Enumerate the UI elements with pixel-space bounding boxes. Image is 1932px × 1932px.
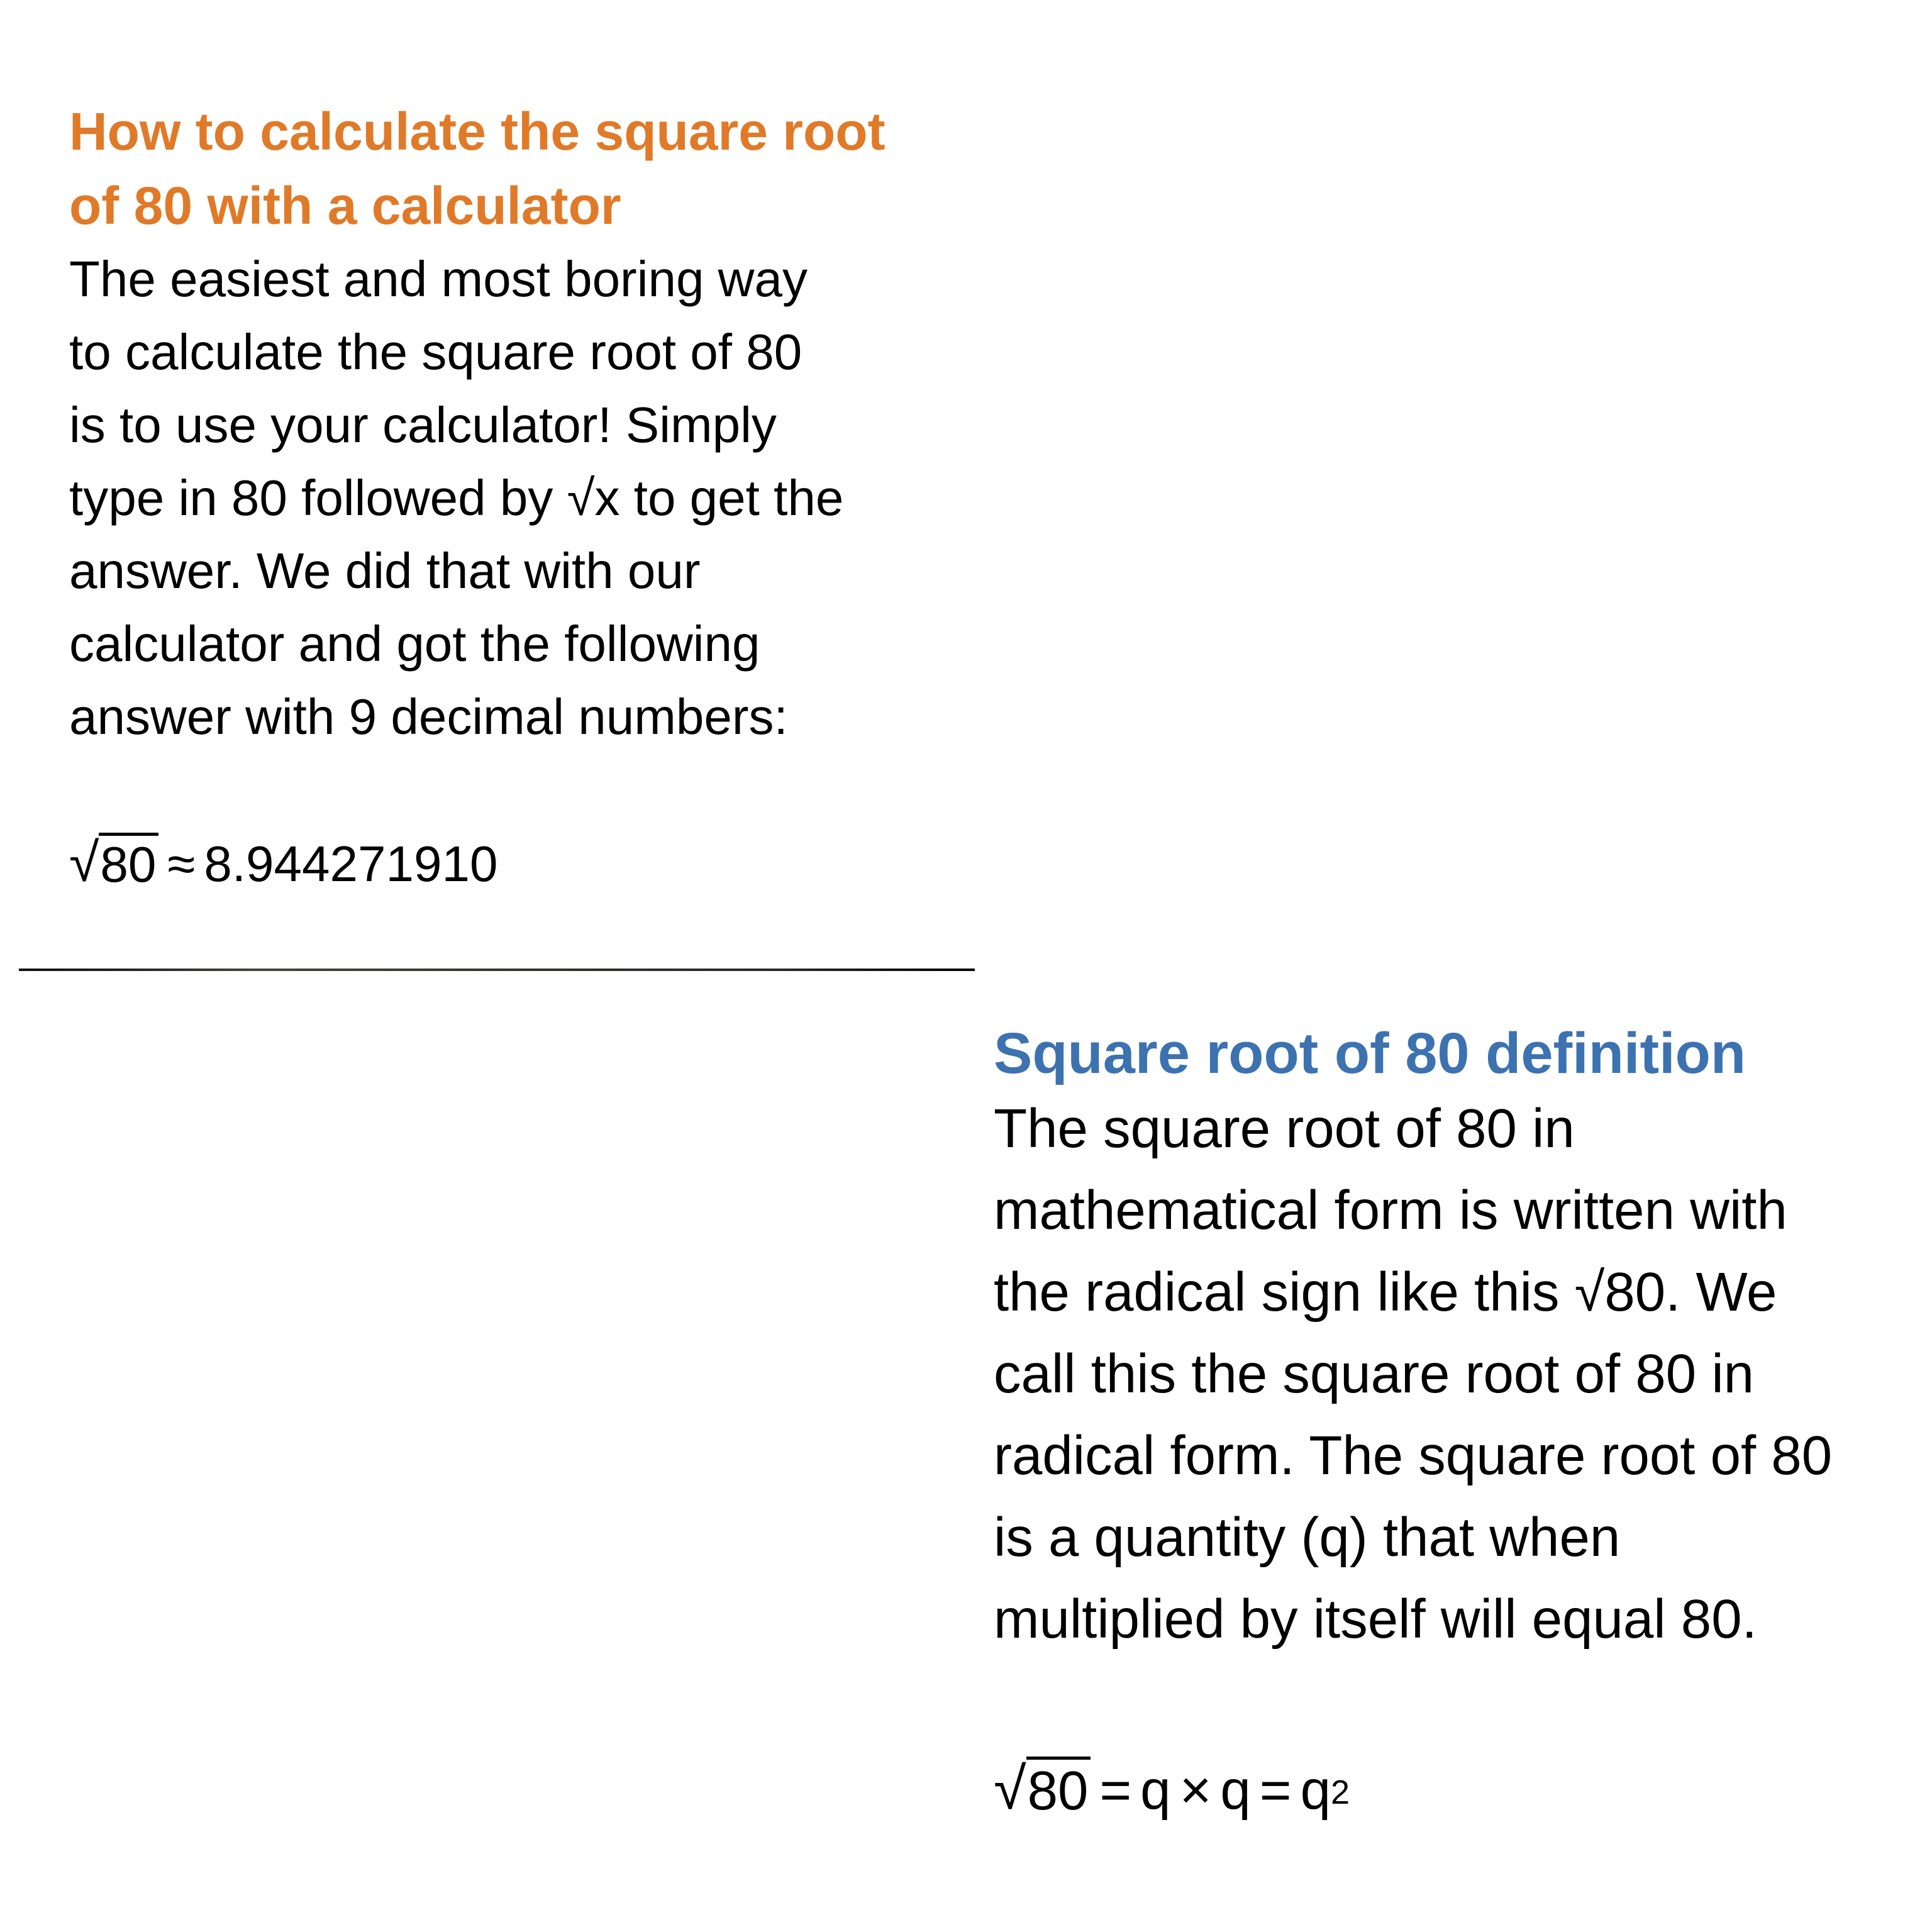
power-base: q (1300, 1760, 1331, 1821)
radical-sign: √ (994, 1755, 1026, 1821)
approx-result: 8.944271910 (204, 836, 498, 892)
term-q: q (1220, 1760, 1251, 1821)
times-operator: × (1179, 1760, 1212, 1821)
definition-radical-expression (994, 1755, 1091, 1821)
equals-operator: = (1099, 1760, 1132, 1821)
definition-section (994, 1019, 1912, 1832)
definition-formula (994, 1756, 1912, 1832)
definition-heading: Square root of 80 definition (994, 1021, 1746, 1085)
radical-sign: √ (69, 833, 99, 893)
definition-body-text: The square root of 80 in mathematical form is written with the radical sign like this √80. We call this the square root of 80 in radical form. The square root of 80 is a quantity (q) that when multiplied by itself will equal 80. (994, 1098, 1833, 1650)
section-divider (19, 969, 975, 971)
term-q: q (1140, 1760, 1171, 1821)
approx-operator: ≈ (167, 836, 196, 892)
equals-operator: = (1259, 1760, 1292, 1821)
radicand: 80 (99, 833, 158, 890)
radicand: 80 (1026, 1757, 1091, 1818)
calculator-heading: How to calculate the square root of 80 with a calculator (69, 102, 886, 235)
calculator-formula (69, 833, 937, 896)
power-exponent: 2 (1330, 1773, 1350, 1811)
calculator-radical-expression (69, 833, 158, 893)
calculator-body-text: The easiest and most boring way to calculate the square root of 80 is to use your calculator! Simply type in 80 followed by √x to get the answer. We did that with our calculator and got the following answer with 9 decimal numbers: (69, 251, 844, 745)
calculator-section (69, 94, 937, 896)
